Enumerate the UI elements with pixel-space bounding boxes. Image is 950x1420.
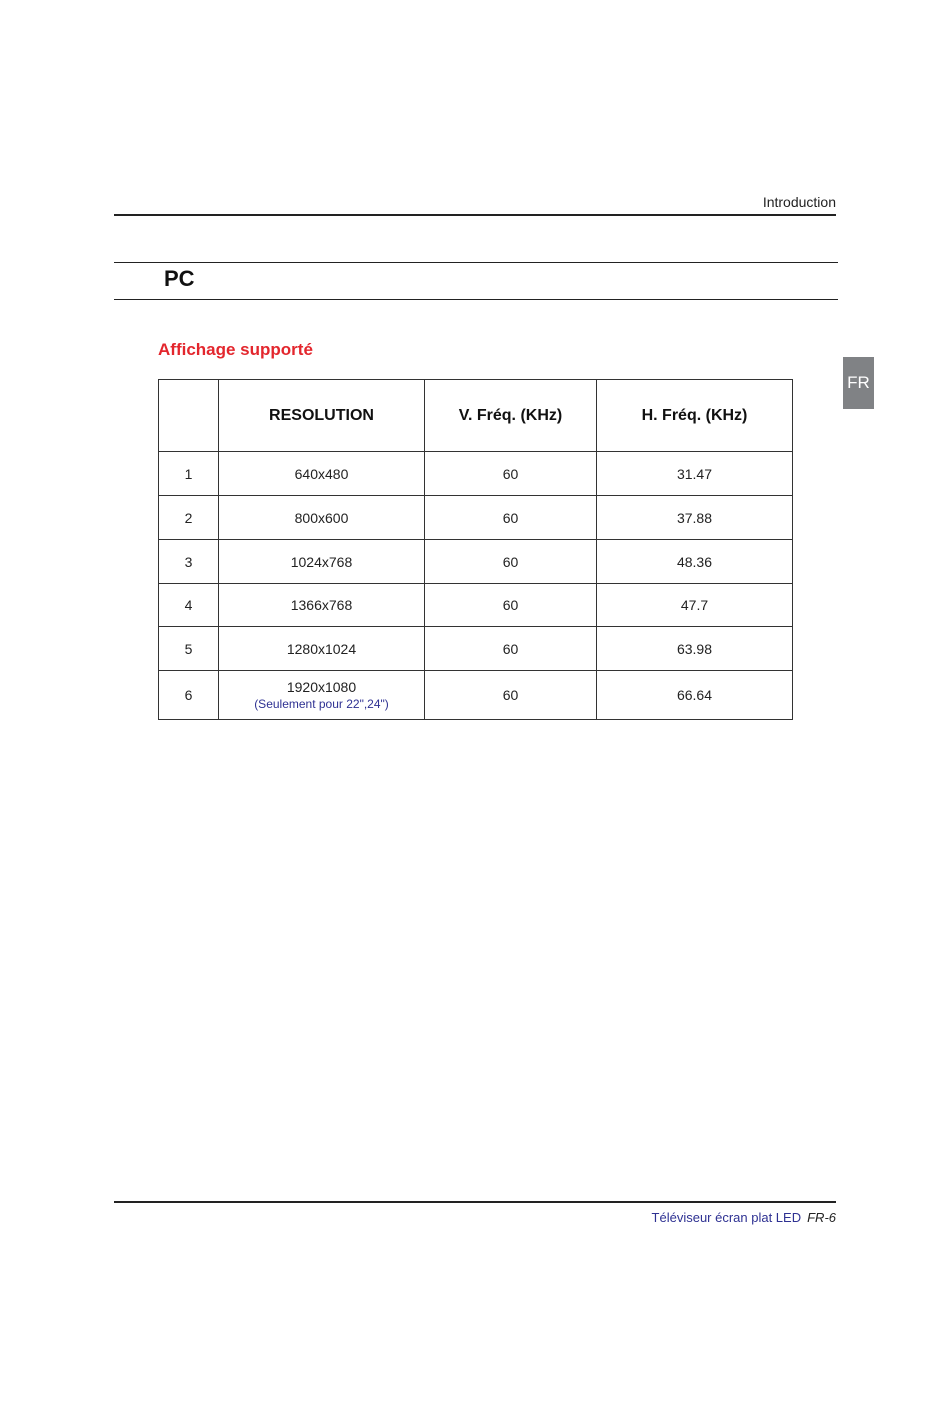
header-v-freq: V. Fréq. (KHz) <box>425 380 597 452</box>
row-v-freq: 60 <box>425 540 597 584</box>
row-index: 1 <box>159 452 219 496</box>
row-resolution-note: (Seulement pour 22",24") <box>254 697 389 711</box>
row-resolution: 1366x768 <box>219 584 425 627</box>
row-resolution: 640x480 <box>219 452 425 496</box>
table-row <box>159 584 793 627</box>
row-h-freq: 31.47 <box>597 452 793 496</box>
row-v-freq: 60 <box>425 496 597 540</box>
row-index: 2 <box>159 496 219 540</box>
subheading: Affichage supporté <box>158 340 313 359</box>
row-resolution-cell <box>219 671 425 720</box>
row-resolution: 1920x1080 <box>286 679 357 695</box>
row-h-freq: 48.36 <box>597 540 793 584</box>
row-v-freq: 60 <box>425 627 597 671</box>
section-bottom-divider <box>114 299 838 300</box>
row-index: 6 <box>159 671 219 720</box>
row-index: 5 <box>159 627 219 671</box>
row-resolution: 800x600 <box>219 496 425 540</box>
row-v-freq: 60 <box>425 584 597 627</box>
header-divider <box>114 214 836 216</box>
row-index: 4 <box>159 584 219 627</box>
page-number: FR-6 <box>807 1210 836 1225</box>
footer-title: Téléviseur écran plat LED <box>651 1210 802 1225</box>
row-h-freq: 63.98 <box>597 627 793 671</box>
row-v-freq: 60 <box>425 452 597 496</box>
header-h-freq: H. Fréq. (KHz) <box>597 380 793 452</box>
table-row <box>159 540 793 584</box>
row-v-freq: 60 <box>425 671 597 720</box>
header-index <box>159 380 219 452</box>
section-title: PC <box>164 266 195 291</box>
row-resolution: 1024x768 <box>219 540 425 584</box>
header-resolution: RESOLUTION <box>219 380 425 452</box>
table-row <box>159 496 793 540</box>
footer-divider <box>114 1201 836 1203</box>
row-h-freq: 47.7 <box>597 584 793 627</box>
table-row <box>159 671 793 720</box>
section-top-divider <box>114 262 838 263</box>
table-row <box>159 452 793 496</box>
footer <box>652 1210 836 1225</box>
row-index: 3 <box>159 540 219 584</box>
row-h-freq: 66.64 <box>597 671 793 720</box>
table-header-row <box>159 380 793 452</box>
resolution-table <box>158 379 793 720</box>
language-tab: FR <box>843 357 874 409</box>
table-row <box>159 627 793 671</box>
row-resolution: 1280x1024 <box>219 627 425 671</box>
row-h-freq: 37.88 <box>597 496 793 540</box>
header-section-label: Introduction <box>762 194 836 210</box>
